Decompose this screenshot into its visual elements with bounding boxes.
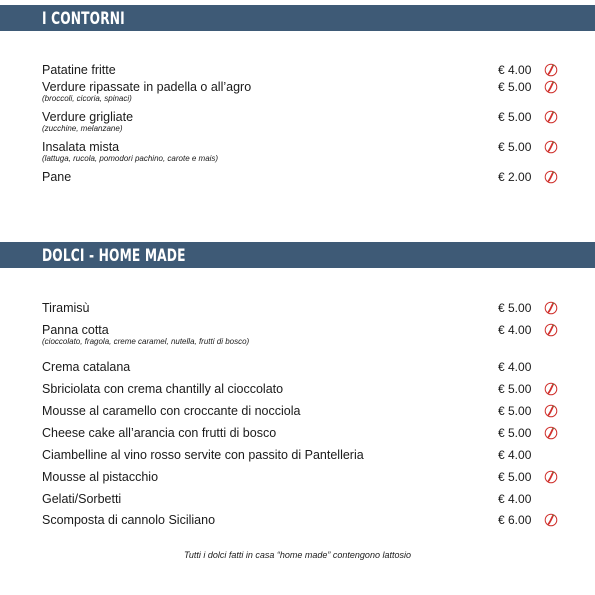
item-price: € 4.00 xyxy=(498,63,532,77)
item-description: (lattuga, rucola, pomodori pachino, carote e mais) xyxy=(42,154,219,163)
dolci-item xyxy=(42,513,562,527)
item-name: Tiramisù xyxy=(42,301,90,315)
item-price: € 5.00 xyxy=(498,404,532,418)
dolci-title: DOLCI - HOME MADE xyxy=(42,246,186,266)
item-price: € 5.00 xyxy=(498,382,532,396)
item-description: (broccoli, cicoria, spinaci) xyxy=(42,94,132,103)
chili-pepper-icon xyxy=(544,404,558,418)
item-name: Mousse al caramello con croccante di nocciola xyxy=(42,404,301,418)
item-name: Scomposta di cannolo Siciliano xyxy=(42,513,216,527)
contorni-title: I CONTORNI xyxy=(42,9,125,29)
item-price: € 5.00 xyxy=(498,140,532,154)
dolci-item xyxy=(42,448,562,462)
item-description: (cioccolato, fragola, creme caramel, nutella, frutti di bosco) xyxy=(42,337,250,346)
item-price: € 5.00 xyxy=(498,301,532,315)
chili-pepper-icon xyxy=(544,80,558,94)
chili-pepper-icon xyxy=(544,470,558,484)
chili-pepper-icon xyxy=(544,513,558,527)
item-name: Crema catalana xyxy=(42,360,131,374)
item-price: € 5.00 xyxy=(498,110,532,124)
item-price: € 4.00 xyxy=(498,360,532,374)
dolci-item xyxy=(42,404,562,418)
chili-pepper-icon xyxy=(544,110,558,124)
item-name: Ciambelline al vino rosso servite con passito di Pantelleria xyxy=(42,448,364,462)
dolci-item xyxy=(42,382,562,396)
item-name: Verdure ripassate in padella o all’agro xyxy=(42,80,252,94)
item-price: € 4.00 xyxy=(498,448,532,462)
item-name: Panna cotta xyxy=(42,323,109,337)
dolci-item xyxy=(42,323,562,347)
chili-pepper-icon xyxy=(544,301,558,315)
item-price: € 4.00 xyxy=(498,323,532,337)
contorni-header-band xyxy=(0,5,595,31)
item-name: Cheese cake all’arancia con frutti di bosco xyxy=(42,426,277,440)
item-price: € 5.00 xyxy=(498,470,532,484)
item-price: € 4.00 xyxy=(498,492,532,506)
chili-pepper-icon xyxy=(544,323,558,337)
item-price: € 6.00 xyxy=(498,513,532,527)
item-name: Gelati/Sorbetti xyxy=(42,492,122,506)
item-price: € 2.00 xyxy=(498,170,532,184)
item-name: Mousse al pistacchio xyxy=(42,470,159,484)
dolci-item xyxy=(42,470,562,484)
contorni-item xyxy=(42,140,562,164)
chili-pepper-icon xyxy=(544,140,558,154)
lactose-footnote: Tutti i dolci fatti in casa “home made” contengono lattosio xyxy=(184,550,411,560)
item-name: Pane xyxy=(42,170,72,184)
item-description: (zucchine, melanzane) xyxy=(42,124,123,133)
item-name: Patatine fritte xyxy=(42,63,116,77)
chili-pepper-icon xyxy=(544,426,558,440)
contorni-item xyxy=(42,80,562,104)
dolci-item xyxy=(42,426,562,440)
dolci-item xyxy=(42,301,562,315)
dolci-header-band xyxy=(0,242,595,268)
item-name: Verdure grigliate xyxy=(42,110,134,124)
contorni-item xyxy=(42,63,562,77)
chili-pepper-icon xyxy=(544,170,558,184)
item-price: € 5.00 xyxy=(498,80,532,94)
contorni-item xyxy=(42,110,562,134)
contorni-item xyxy=(42,170,562,184)
item-name: Insalata mista xyxy=(42,140,120,154)
item-name: Sbriciolata con crema chantilly al cioccolato xyxy=(42,382,284,396)
item-price: € 5.00 xyxy=(498,426,532,440)
dolci-item xyxy=(42,360,562,374)
chili-pepper-icon xyxy=(544,63,558,77)
chili-pepper-icon xyxy=(544,382,558,396)
dolci-item xyxy=(42,492,562,506)
